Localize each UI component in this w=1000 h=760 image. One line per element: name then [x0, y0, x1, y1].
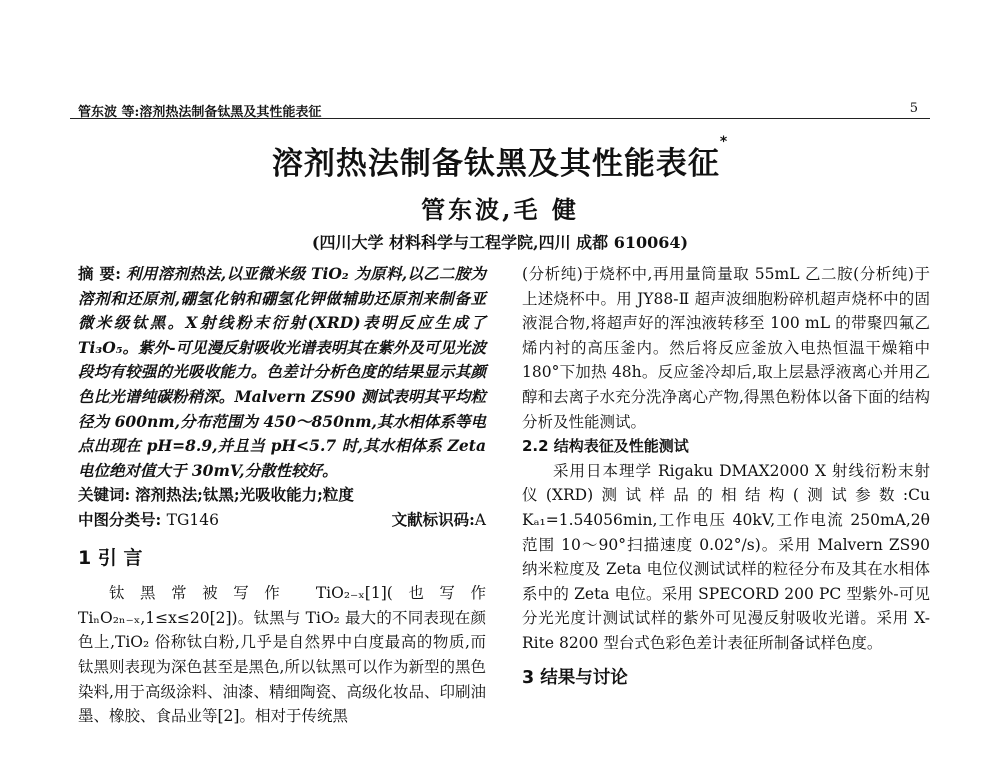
abstract	[78, 262, 486, 483]
section-3-heading: 3 结果与讨论	[522, 667, 628, 688]
section-1-text: 钛黑常被写作 TiO₂₋ₓ[1](也写作 TiₙO₂ₙ₋ₓ,1≤x≤20[2])。钛黑与 TiO₂ 最大的不同表现在颜色上,TiO₂ 俗称钛白粉,几乎是自然界中白度最高的物质,而钛黑则表现为深色甚至是黑色,所以钛黑可以作为新型的黑色染料,用于高级涂料、油漆、精细陶瓷、高级化妆品、印刷油墨、橡胶、食品业等[2]。相对于传统黑	[78, 584, 486, 726]
authors: 管东波,毛 健	[421, 195, 579, 224]
abstract-text: 利用溶剂热法,以亚微米级 TiO₂ 为原料,以乙二胺为溶剂和还原剂,硼氢化钠和硼氢化钾做辅助还原剂来制备亚微米级钛黑。X射线粉末衍射(XRD)表明反应生成了 Ti₃O₅。紫外-可见漫反射吸收光谱表明其在紫外及可见光波段均有较强的光吸收能力。色差计分析色度的结果显示其颜色比光谱纯碳粉稍深。Malvern ZS90 测试表明其平均粒径为 600nm,分布范围为 450～850nm,其水相体系等电点出现在 pH=8.9,并且当 pH<5.7 时,其水相体系 Zeta 电位绝对值大于 30mV,分散性较好。	[78, 264, 486, 480]
classification-row	[78, 508, 486, 533]
doc-value: A	[474, 510, 486, 529]
clc-code	[78, 508, 219, 533]
keywords	[78, 483, 486, 508]
doc-label: 文献标识码:	[391, 509, 475, 529]
affiliation: (四川大学 材料科学与工程学院,四川 成都 610064)	[311, 233, 689, 252]
page-number: 5	[909, 101, 918, 116]
characterization-paragraph: 采用日本理学 Rigaku DMAX2000 X 射线衍粉末射仪(XRD)测试样品的相结构(测试参数:Cu Kₐ₁=1.54056min,工作电压 40kV,工作电流 250mA,2θ 范围 10～90°扫描速度 0.02°/s)。采用 Malvern ZS90 纳米粒度及 Zeta 电位仪测试试样的粒径分布及其在水相体系中的 Zeta 电位。采用 SPECORD 200 PC 型紫外-可见分光光度计测试试样的紫外可见漫反射吸收光谱。采用 X-Rite 8200 型台式色彩色差计表征所制备试样色度。	[522, 461, 930, 652]
clc-label: 中图分类号:	[78, 509, 162, 529]
keywords-label: 关键词:	[78, 485, 131, 505]
keywords-text: 溶剂热法;钛黑;光吸收能力;粒度	[135, 485, 354, 505]
title-footnote-mark: *	[719, 134, 729, 150]
subsection-2-2-heading: 2.2 结构表征及性能测试	[522, 437, 689, 456]
clc-value: TG146	[166, 510, 219, 529]
running-header: 管东波 等:溶剂热法制备钛黑及其性能表征	[78, 105, 322, 120]
header-rule	[70, 118, 930, 119]
abstract-label: 摘 要:	[78, 264, 121, 283]
paper-title	[0, 134, 1000, 183]
method-paragraph: (分析纯)于烧杯中,再用量筒量取 55mL 乙二胺(分析纯)于上述烧杯中。用 JY88-Ⅱ 超声波细胞粉碎机超声烧杯中的固液混合物,将超声好的浑浊液转移至 100 mL 的带聚四氟乙烯内衬的高压釜内。然后将反应釜放入电热恒温干燥箱中 180°下加热 48h。反应釜冷却后,取上层悬浮液离心并用乙醇和去离子水充分洗净离心产物,得黑色粉体以备下面的结构分析及性能测试。	[522, 265, 930, 431]
left-column	[78, 262, 486, 729]
title-text: 溶剂热法制备钛黑及其性能表征	[271, 146, 720, 182]
doc-code	[392, 508, 486, 533]
right-column	[522, 262, 930, 690]
section-1-heading: 1 引 言	[78, 546, 143, 569]
